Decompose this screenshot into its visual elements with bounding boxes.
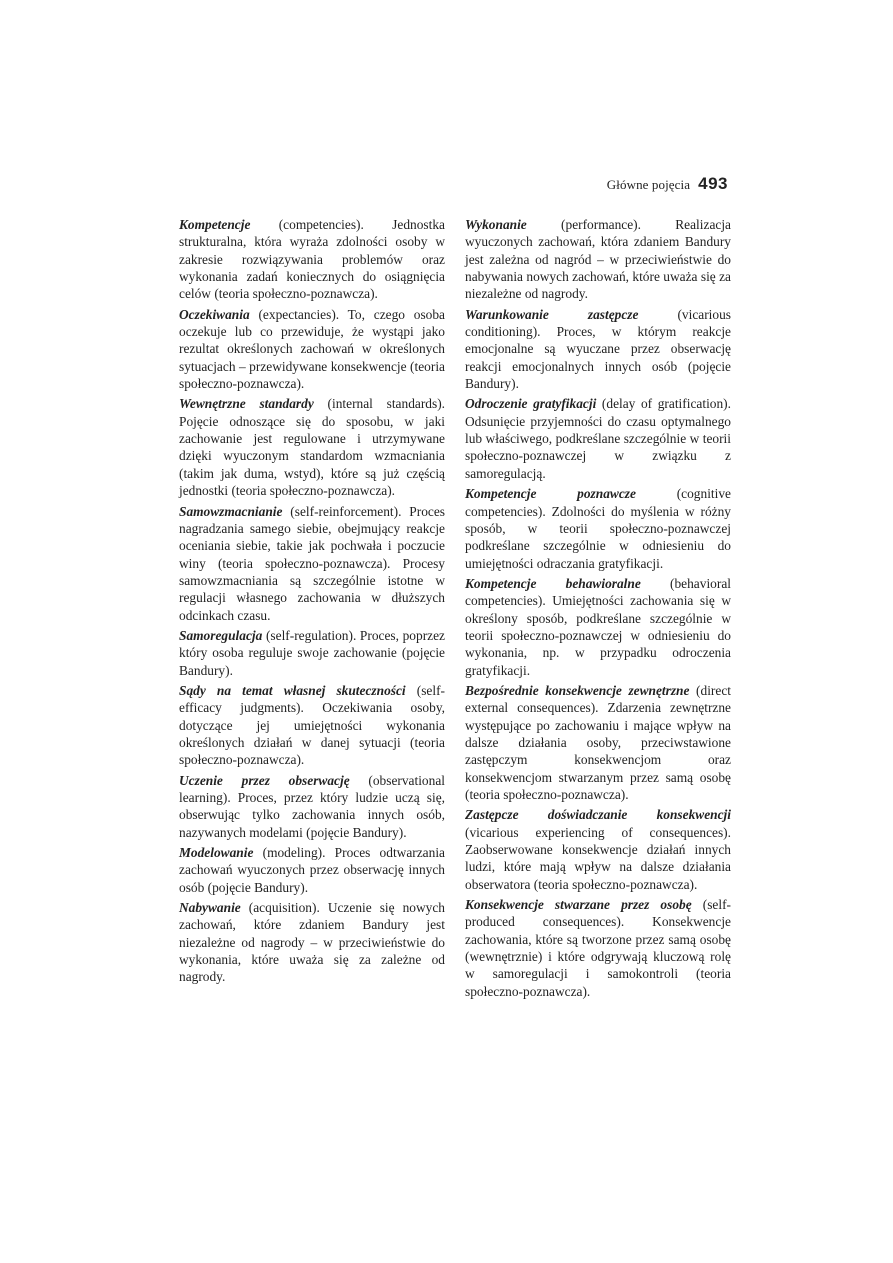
- glossary-definition: (self-reinforcement). Proces nagradzania samego siebie, obejmujący reakcje oceniania siebie, takie jak pochwała i poczucie winy (teoria społeczno-poznawcza). Procesy samowzmacniania są szczególnie istotne w regulacji własnego zachowania w dłuższych odcinkach czasu.: [179, 503, 445, 623]
- glossary-term: Konsekwencje stwarzane przez osobę: [465, 897, 692, 913]
- glossary-definition: (internal standards). Pojęcie odnoszące się do sposobu, w jaki zachowanie jest regulowane i utrzymywane dzięki wyuczonym standardom wzmacniania (takim jak duma, wstyd), które są już częścią jednostki (teoria społeczno-poznawcza).: [179, 396, 446, 499]
- glossary-definition: (modeling). Proces odtwarzania zachowań wyuczonych przez obserwację innych osób (pojęcie Bandury).: [179, 845, 445, 895]
- glossary-term: Bezpośrednie konsekwencje zewnętrzne: [465, 682, 690, 698]
- glossary-term: Samoregulacja: [179, 627, 263, 643]
- glossary-definition: (performance). Realizacja wyuczonych zachowań, która zdaniem Bandury jest zależna od nagród – w przeciwieństwie do nabywania nowych zachowań, które uważa się za niezależne od nagrody.: [465, 217, 731, 302]
- glossary-entry: [179, 899, 445, 986]
- glossary-entry: [179, 772, 445, 841]
- glossary-term: Odroczenie gratyfikacji: [465, 396, 597, 412]
- glossary-term: Samowzmacnianie: [179, 503, 283, 519]
- glossary-entry: [465, 485, 731, 572]
- glossary-entry: [465, 682, 731, 803]
- glossary-definition: (observational learning). Proces, przez który ludzie uczą się, obserwując tylko zachowania innych osób, nazywanych modelami (pojęcie Bandury).: [179, 772, 445, 840]
- glossary-entry: [465, 306, 731, 393]
- glossary-entry: [465, 896, 731, 1000]
- glossary-term: Sądy na temat własnej skuteczności: [179, 682, 406, 698]
- page-number: 493: [698, 174, 728, 193]
- glossary-term: Modelowanie: [179, 845, 254, 861]
- glossary-term: Kompetencje behawioralne: [465, 575, 641, 591]
- glossary-definition: (direct external consequences). Zdarzenia zewnętrzne występujące po zachowaniu i mające wpływ na dalsze działania osoby, przeciwstawione zastępczym konsekwencjom oraz konsekwencjom stwarzanym przez samą osobę (teoria społeczno-poznawcza).: [465, 682, 731, 802]
- glossary-entry: [465, 806, 731, 893]
- glossary-definition: (self-efficacy judgments). Oczekiwania osoby, dotyczące jej umiejętności wykonania określonych działań w danej sytuacji (teoria społeczno-poznawcza).: [179, 682, 446, 768]
- glossary-definition: (expectancies). To, czego osoba oczekuje lub co przewiduje, że wystąpi jako rezultat określonych zachowań w określonych sytuacjach – przewidywane konsekwencje (teoria społeczno-poznawcza).: [179, 306, 445, 392]
- glossary-entry: [465, 395, 731, 482]
- running-head: [560, 174, 728, 194]
- glossary-entry: [179, 395, 445, 499]
- glossary-definition: (cognitive competencies). Zdolności do myślenia w różny sposób, w teorii społeczno-poznawczej podkreślane szczególnie w odniesieniu do umiejętności odraczania gratyfikacji.: [465, 486, 731, 571]
- glossary-entry: [465, 216, 731, 303]
- glossary-definition: (self-regulation). Proces, poprzez który osoba reguluje swoje zachowanie (pojęcie Bandury).: [179, 627, 445, 678]
- glossary-entry: [179, 306, 445, 393]
- glossary-term: Kompetencje: [179, 217, 251, 232]
- glossary-term: Oczekiwania: [179, 306, 250, 322]
- glossary-entry: [465, 575, 731, 679]
- glossary-entry: [179, 844, 445, 896]
- glossary-term: Zastępcze doświadczanie konsekwencji: [465, 807, 731, 823]
- glossary-entry: [179, 627, 445, 679]
- glossary-definition: (competencies). Jednostka strukturalna, która wyraża zdolności osoby w zakresie rozwiązywania problemów oraz wykonania zadań koniecznych do osiągnięcia celów (teoria społeczno-poznawcza).: [179, 217, 445, 302]
- glossary-definition: (acquisition). Uczenie się nowych zachowań, które zdaniem Bandury jest niezależne od nagrody – w przeciwieństwie do wykonania, które uważa się za zależne od nagrody.: [179, 900, 445, 985]
- glossary-term: Kompetencje poznawcze: [465, 486, 636, 502]
- glossary-entry: [179, 682, 445, 769]
- glossary-column-left: [179, 216, 445, 989]
- glossary-term: Wykonanie: [465, 217, 527, 232]
- glossary-definition: (behavioral competencies). Umiejętności zachowania się w określony sposób, podkreślane szczególnie w teorii społeczno-poznawczej w odniesieniu do wykonania, np. w przypadku odroczenia gratyfikacji.: [465, 575, 731, 678]
- glossary-term: Warunkowanie zastępcze: [465, 306, 639, 322]
- glossary-column-right: [465, 216, 731, 1003]
- glossary-entry: [179, 503, 445, 624]
- glossary-term: Nabywanie: [179, 900, 241, 916]
- running-title: Główne pojęcia: [606, 177, 691, 192]
- glossary-definition: (self-produced consequences). Konsekwencje zachowania, które są tworzone przez samą osobę (wewnętrznie) i które odgrywają kluczową rolę w samoregulacji i samokontroli (teoria społeczno-poznawcza).: [465, 897, 731, 999]
- glossary-definition: (vicarious experiencing of consequences). Zaobserwowane konsekwencje działań innych ludzi, które mają wpływ na dalsze działania obserwatora (teoria społeczno-poznawcza).: [465, 824, 731, 892]
- glossary-definition: (vicarious conditioning). Proces, w którym reakcje emocjonalne są wyuczane przez obserwację reakcji emocjonalnych innych osób (pojęcie Bandury).: [465, 306, 731, 392]
- glossary-term: Wewnętrzne standardy: [179, 396, 314, 412]
- glossary-term: Uczenie przez obserwację: [179, 772, 350, 788]
- glossary-definition: (delay of gratification). Odsunięcie przyjemności do czasu optymalnego lub właściwego, podkreślane szczególnie w teorii społeczno-poznawczej w związku z samoregulacją.: [465, 396, 731, 481]
- glossary-entry: [179, 216, 445, 303]
